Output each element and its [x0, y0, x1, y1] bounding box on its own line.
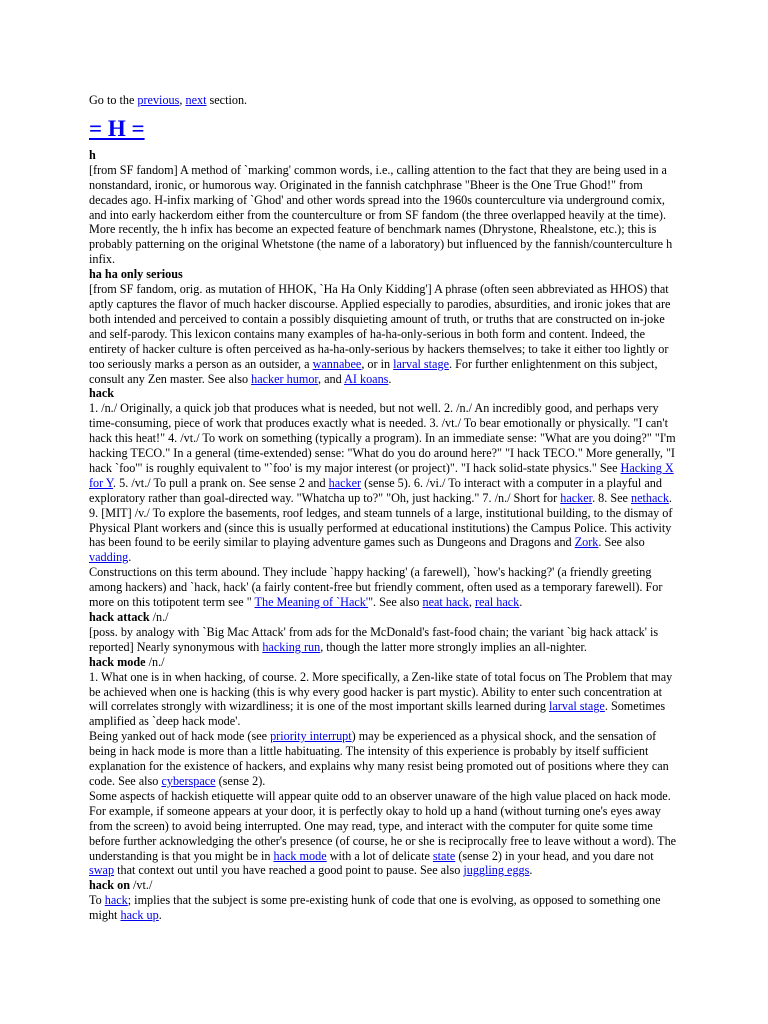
cross-reference-link[interactable]: Zork — [574, 535, 599, 550]
term-name: hack mode — [89, 654, 146, 669]
cross-reference-link[interactable]: wannabee — [312, 356, 362, 371]
next-section-link[interactable]: next — [185, 93, 207, 107]
section-heading-link[interactable]: = H = — [89, 115, 145, 141]
definition-text: [poss. by analogy with `Big Mac Attack' from ads for the McDonald's fast-food chain; the variant `big hack attack' is reported] Nearly synonymous with — [89, 624, 659, 654]
definition-text: ". See also — [368, 595, 423, 610]
definition-text: . 8. See — [592, 490, 632, 505]
definition-text: . — [388, 371, 392, 386]
cross-reference-link[interactable]: hack — [104, 893, 128, 908]
definition-text: . See also — [598, 535, 645, 550]
glossary-term — [89, 878, 681, 893]
definition-text: with a lot of delicate — [326, 848, 433, 863]
cross-reference-link[interactable]: hacker humor — [251, 371, 318, 386]
nav-separator: , — [179, 93, 186, 107]
previous-section-link[interactable]: previous — [137, 93, 180, 107]
cross-reference-link[interactable]: hacker — [560, 490, 593, 505]
part-of-speech: /n./ — [145, 654, 165, 669]
cross-reference-link[interactable]: larval stage — [549, 699, 605, 714]
term-name: ha ha only serious — [89, 267, 183, 282]
definition-paragraph — [89, 565, 681, 610]
part-of-speech: /n./ — [149, 610, 169, 624]
cross-reference-link[interactable]: state — [432, 848, 456, 863]
definition-text: . — [158, 908, 162, 923]
definition-paragraph — [89, 729, 681, 789]
section-navigation — [89, 93, 681, 108]
definition-text: 1. /n./ Originally, a quick job that produces what is needed, but not well. 2. /n./ An incredibly good, and perhaps very time-consuming, piece of work that produces exactly what is needed. 3. /vt./ To bear emotionally or physically. "I can't hack this heat!" 4. /vt./ To work on something (typically a program). In an immediate sense: "What are you doing?" "I'm hacking TECO." In a general (time-extended) sense: "What do you do around here?" "I hack TECO." More generally, "I hack `foo'" is roughly equivalent to "`foo' is my major interest (or project)". "I hack solid-state physics." See — [89, 401, 676, 475]
definition-text: ) may be experienced as a physical shock, and the sensation of being in hack mode is more than a little habituating. The intensity of this experience is probably by itself sufficient explanation for the existence of hackers, and explains why many resist being promoted out of positions where they can code. See also — [89, 729, 669, 788]
glossary-term — [89, 655, 681, 670]
document-page — [89, 93, 681, 923]
definition-text: . — [128, 550, 132, 565]
cross-reference-link[interactable]: hack mode — [273, 848, 327, 863]
definition-text: To — [89, 893, 105, 908]
definition-paragraph — [89, 282, 681, 386]
definition-paragraph — [89, 893, 681, 923]
section-heading — [89, 114, 681, 144]
term-name: hack — [89, 386, 115, 401]
glossary-term — [89, 148, 681, 163]
definition-text: Some aspects of hackish etiquette will appear quite odd to an observer unaware of the high value placed on hack mode. For example, if someone appears at your door, it is perfectly okay to hold up a hand (without turning one's eyes away from the screen) to avoid being interrupted. One may read, type, and interact with the computer for quite some time before further acknowledging the other's presence (of course, he or she is reciprocally free to leave without a word). The understanding is that you might be in — [89, 788, 677, 863]
definition-paragraph — [89, 789, 681, 878]
nav-prefix: Go to the — [89, 93, 138, 107]
nav-suffix: section. — [206, 93, 248, 107]
definition-text: . 9. [MIT] /v./ To explore the basements, roof ledges, and steam tunnels of a large, institutional building, to the dismay of Physical Plant workers and (since this is usually performed at educational institutions) the Campus Police. This activity has been found to be eerily similar to playing adventure games such as Dungeons and Dragons and — [89, 490, 673, 550]
definition-paragraph — [89, 625, 681, 655]
definition-text: . For further enlightenment on this subject, consult any Zen master. See also — [89, 356, 658, 386]
glossary-term — [89, 267, 681, 282]
definition-text: that context out until you have reached a good point to pause. See also — [114, 863, 464, 878]
definition-text: (sense 2) in your head, and you dare not — [455, 848, 654, 863]
term-name: h — [89, 147, 96, 162]
cross-reference-link[interactable]: hacking run — [262, 639, 321, 654]
definition-text: (sense 5). 6. /vi./ To interact with a computer in a playful and exploratory rather than goal-directed way. "Whatcha up to?" "Oh, just hacking." 7. /n./ Short for — [89, 475, 662, 505]
cross-reference-link[interactable]: neat hack — [422, 595, 469, 610]
cross-reference-link[interactable]: hacker — [328, 475, 362, 490]
definition-text: [from SF fandom] A method of `marking' common words, i.e., calling attention to the fact that they are being used in a nonstandard, ironic, or humorous way. Originated in the fannish catchphrase "Bheer is the One True Ghod!" from decades ago. H-infix marking of `Ghod' and other words spread into the 1960s counterculture via underground comix, and into early hackerdom either from the counterculture or from SF fandom (the three overlapped heavily at the time). More recently, the h infix has become an expected feature of benchmark names (Dhrystone, Rhealstone, etc.); this is probably patterning on the original Whetstone (the name of a laboratory) but influenced by the fannish/counterculture h infix. — [89, 162, 673, 267]
definition-text: . — [529, 863, 533, 878]
definition-text: , and — [317, 371, 345, 386]
cross-reference-link[interactable]: larval stage — [393, 356, 449, 371]
cross-reference-link[interactable]: The Meaning of `Hack' — [254, 595, 369, 610]
definition-text: . Sometimes amplified as `deep hack mode'. — [89, 699, 666, 729]
cross-reference-link[interactable]: vadding — [89, 550, 129, 565]
cross-reference-link[interactable]: cyberspace — [161, 773, 216, 788]
definition-text: . 5. /vt./ To pull a prank on. See sense 2 and — [113, 475, 329, 490]
definition-text: Constructions on this term abound. They include `happy hacking' (a farewell), `how's hacking?' (a friendly greeting among hackers) and `hack, hack' (a fairly content-free but friendly comment, often used as a temporary farewell). For more on this totipotent term see " — [89, 565, 663, 610]
definition-text: . — [519, 595, 523, 610]
definition-text: (sense 2). — [215, 773, 266, 788]
definition-text: , — [468, 595, 475, 610]
glossary-term — [89, 610, 681, 625]
cross-reference-link[interactable]: Hacking X for Y — [89, 460, 674, 490]
glossary-entries — [89, 148, 681, 923]
cross-reference-link[interactable]: hack up — [120, 908, 159, 923]
definition-paragraph — [89, 163, 681, 267]
definition-paragraph — [89, 670, 681, 730]
definition-text: ; implies that the subject is some pre-existing hunk of code that one is evolving, as opposed to something one might — [89, 893, 661, 923]
term-name: hack attack — [89, 610, 150, 624]
cross-reference-link[interactable]: swap — [89, 863, 115, 878]
definition-text: 1. What one is in when hacking, of course. 2. More specifically, a Zen-like state of total focus on The Problem that may be achieved when one is hacking (this is why every good hacker is part mystic). Ability to enter such concentration at will correlates strongly with wizardliness; it is one of the most important skills learned during — [89, 669, 673, 714]
definition-paragraph — [89, 401, 681, 565]
cross-reference-link[interactable]: AI koans — [344, 371, 389, 386]
definition-text: Being yanked out of hack mode (see — [89, 729, 271, 744]
definition-text: , or in — [361, 356, 394, 371]
definition-text: [from SF fandom, orig. as mutation of HHOK, `Ha Ha Only Kidding'] A phrase (often seen abbreviated as HHOS) that aptly captures the flavor of much hacker discourse. Applied especially to parodies, absurdities, and ironic jokes that are both intended and perceived to contain a possibly disquieting amount of truth, or truths that are constructed on in-joke and self-parody. This lexicon contains many examples of ha-ha-only-serious in both form and content. Indeed, the entirety of hacker culture is often perceived as ha-ha-only-serious by hackers themselves; to take it either too lightly or too seriously marks a person as an outsider, a — [89, 282, 671, 371]
definition-text: , though the latter more strongly implies an all-nighter. — [320, 639, 587, 654]
part-of-speech: /vt./ — [129, 878, 153, 893]
cross-reference-link[interactable]: priority interrupt — [270, 729, 352, 744]
term-name: hack on — [89, 878, 130, 893]
cross-reference-link[interactable]: nethack — [631, 490, 669, 505]
glossary-term — [89, 386, 681, 401]
cross-reference-link[interactable]: juggling eggs — [463, 863, 530, 878]
cross-reference-link[interactable]: real hack — [474, 595, 520, 610]
